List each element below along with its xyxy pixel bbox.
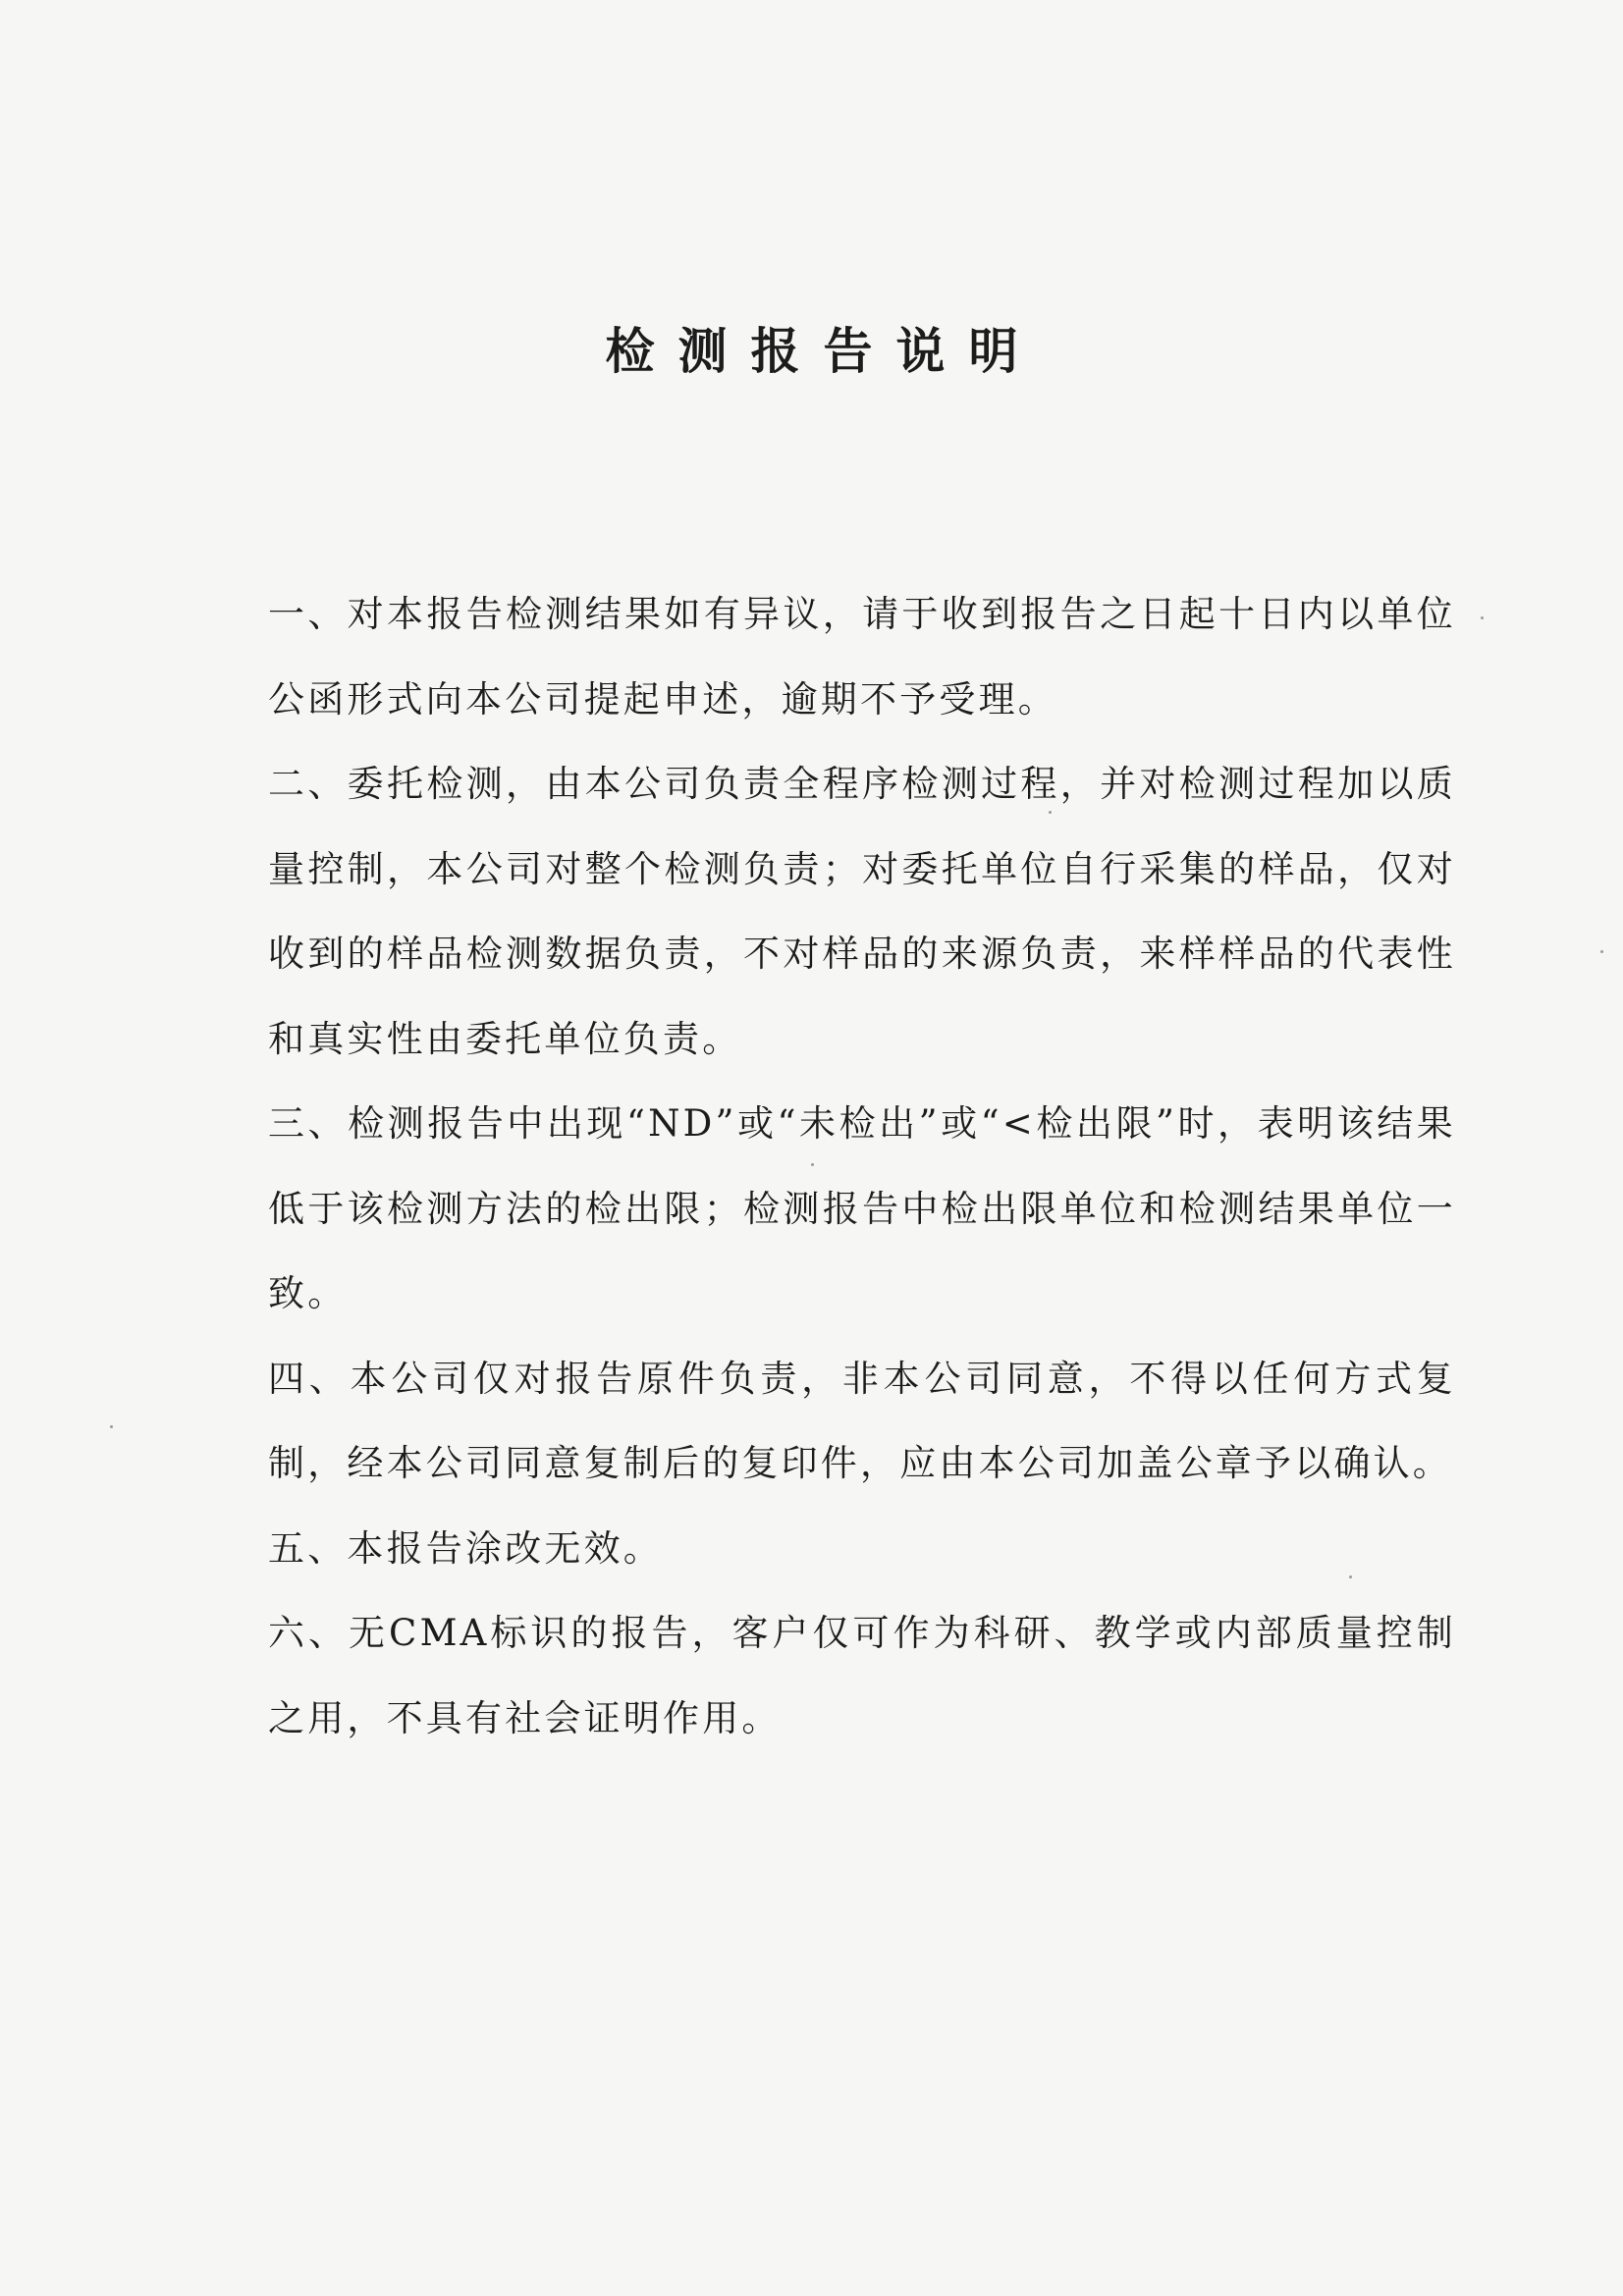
notice-body xyxy=(268,572,1456,1761)
notice-item-1: 一、对本报告检测结果如有异议，请于收到报告之日起十日内以单位公函形式向本公司提起申述，逾期不予受理。 xyxy=(268,593,1456,721)
notice-item-6: 六、无CMA标识的报告，客户仅可作为科研、教学或内部质量控制之用，不具有社会证明作用。 xyxy=(268,1612,1456,1739)
scan-speck xyxy=(811,1163,814,1166)
scan-speck xyxy=(1481,616,1484,619)
notice-item-2: 二、委托检测，由本公司负责全程序检测过程，并对检测过程加以质量控制，本公司对整个检测负责；对委托单位自行采集的样品，仅对收到的样品检测数据负责，不对样品的来源负责，来样样品的代表性和真实性由委托单位负责。 xyxy=(268,763,1456,1060)
scan-speck xyxy=(110,1425,113,1428)
scan-speck xyxy=(1349,1575,1352,1578)
notice-item-3: 三、检测报告中出现“ND”或“未检出”或“<检出限”时，表明该结果低于该检测方法的检出限；检测报告中检出限单位和检测结果单位一致。 xyxy=(268,1102,1456,1314)
scan-speck xyxy=(1600,950,1603,953)
notice-item-5: 五、本报告涂改无效。 xyxy=(268,1526,663,1570)
notice-item-4: 四、本公司仅对报告原件负责，非本公司同意，不得以任何方式复制，经本公司同意复制后的复印件，应由本公司加盖公章予以确认。 xyxy=(268,1357,1456,1484)
scan-speck xyxy=(1049,811,1052,814)
page-title: 检测报告说明 xyxy=(605,322,1042,380)
